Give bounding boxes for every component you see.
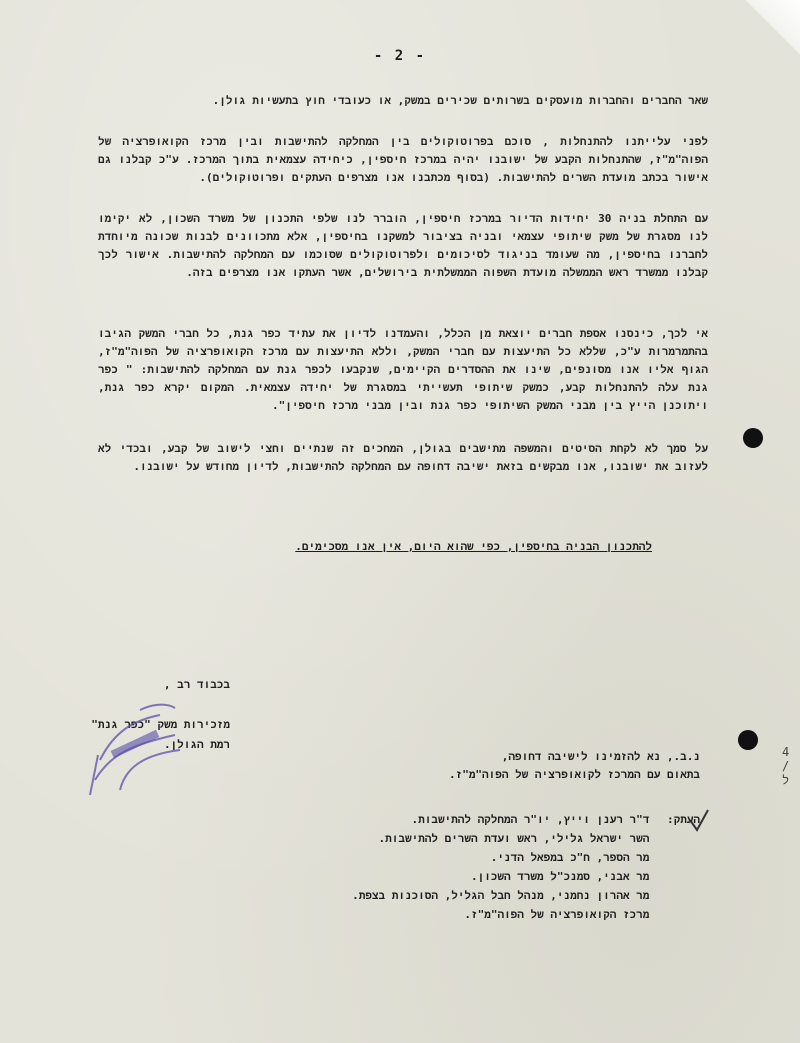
checkmark-icon <box>688 808 710 834</box>
cc-item: מר אהרון נחמני, מנהל חבל הגליל, הסוכנות בצפת. <box>352 889 650 902</box>
cc-item: מר אבני, סמנכ"ל משרד השכון. <box>470 870 650 883</box>
cc-item: מר הספר, ח"כ במפאל הדני. <box>490 851 650 864</box>
margin-mark: 4 / ל <box>782 745 790 787</box>
paragraph-1: שאר החברים והחברות מועסקים בשרותים שכירים במשק, או כעובדי חוץ בתעשיות גולן. <box>212 94 708 107</box>
paragraph-4: אי לכך, כינסנו אספת חברים יוצאת מן הכלל, והעמדנו לדיון את עתיד כפר גנת, כל חברי המשק הגיבו בהתמרמרות ע"כ, שללא כל התיעצות עם חברי המשק, וללא התיעצות עם מרכז הקואופרציה של הפוה"מ"ז, הגוף אליו אנו מסונפים, שינו את ההסדרים הקיימים, שנקבעו לכפר גנת עם המחלקה להתישבות: " כפר גנת עלה להתנחלות קבע, כמשק שיתופי תעשייתי במסגרת של יחידה עצמאית. המקום יקרא כפר גנת, ויתוכנן הייץ בין מבני המשק השיתופי כפר גנת ובין מבני מרכז חיספין". <box>98 327 708 412</box>
signature-line-1: מזכירות משק "כפר גנת" <box>91 718 230 731</box>
postscript-line-1: נ.ב., נא להזמינו לישיבה דחופה, <box>501 750 700 763</box>
punch-hole-lower <box>738 730 758 750</box>
cc-item: מרכז הקואופרציה של הפוה"מ"ז. <box>464 908 650 921</box>
cc-item: ד"ר רענן וייץ, יו"ר המחלקה להתישבות. <box>411 813 650 826</box>
signature-line-2: רמת הגולן. <box>163 738 230 751</box>
ink-stamp-signature <box>80 700 190 795</box>
cc-block <box>180 810 700 924</box>
postscript <box>200 748 700 784</box>
postscript-line-2: בתאום עם המרכז לקואופרציה של הפוה"מ"ז. <box>448 768 700 781</box>
conclusion-statement: להתכנון הבניה בחיספין, כפי שהוא היום, אין אנו מסכימים. <box>295 540 652 553</box>
cc-list <box>189 810 649 924</box>
page-number: - 2 - <box>373 48 427 64</box>
paragraph-3: עם התחלת בניה 30 יחידות הדיור במרכז חיספין, הוברר לנו שלפי התכנון של משרד השכון, לא יקימו לנו מסגרת של משק שיתופי עצמאי ובניה בציבור למשקנו בחיספין, אלא מתכוונים לבנות שכונה מיוחדת לחברנו בחיספין, מה שעומד בניגוד לסיכומים ולפרוטוקולים שסוכמו עם המחלקה להתישבות. אישור לכך קבלנו ממשרד ראש הממשלה מועדת השפוה הממשלתית בירושלים, אשר העתקו אנו מצרפים בזה. <box>98 212 709 279</box>
cc-label: העתק: <box>666 813 700 826</box>
cc-item: השר ישראל גלילי, ראש ועדת השרים להתישבות. <box>378 832 650 845</box>
paragraph-5: על סמך לא לקחת הסיטים והמשפה מתישבים בגולן, המחכים זה שנתיים וחצי לישוב של קבע, ובכדי לא לעזוב את ישובנו, אנו מבקשים בזאת ישיבה דחופה עם המחלקה להתישבות, לדיון מחודש על ישובנו. <box>98 442 708 473</box>
paragraph-2: לפני עלייתנו להתנחלות , סוכם בפרוטוקולים בין המחלקה להתישבות ובין מרכז הקואופרציה של הפוה"מ"ז, שהתנחלות הקבע של ישובנו יהיה במרכז חיספין, כיחידה עצמאית בתוך המרכז. ע"כ קבלנו גם אישור בכתב מועדת השרים להתישבות. (בסוף מכתבנו אנו מצרפים העתקים ופרוטוקולים). <box>98 135 708 184</box>
punch-hole-upper <box>743 428 763 448</box>
greeting: בכבוד רב , <box>163 678 230 691</box>
